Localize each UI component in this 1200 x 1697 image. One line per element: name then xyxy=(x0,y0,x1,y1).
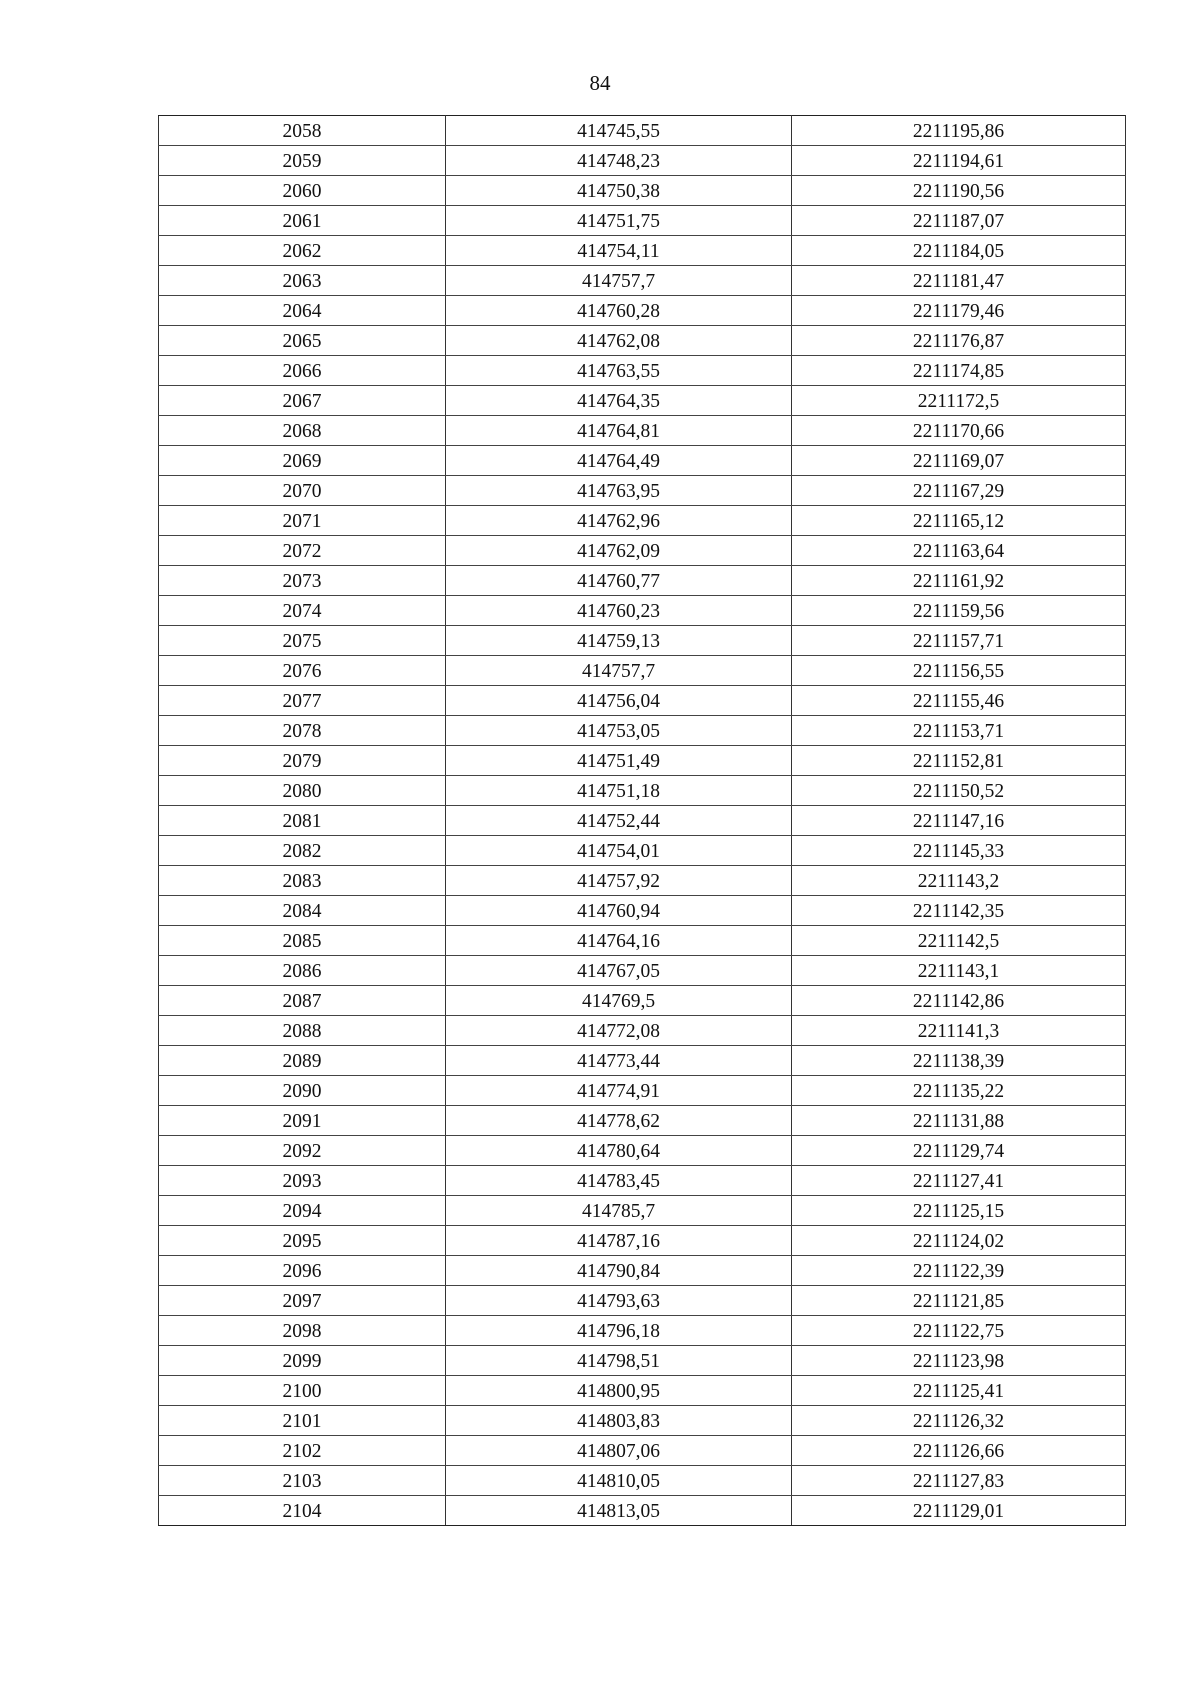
table-row xyxy=(159,1436,1126,1466)
point-number-cell: 2066 xyxy=(159,356,446,386)
x-coordinate-cell: 414750,38 xyxy=(446,176,792,206)
table-row xyxy=(159,776,1126,806)
point-number-cell: 2078 xyxy=(159,716,446,746)
y-coordinate-cell: 2211169,07 xyxy=(792,446,1126,476)
x-coordinate-cell: 414760,23 xyxy=(446,596,792,626)
y-coordinate-cell: 2211126,32 xyxy=(792,1406,1126,1436)
point-number-cell: 2062 xyxy=(159,236,446,266)
point-number-cell: 2081 xyxy=(159,806,446,836)
point-number-cell: 2082 xyxy=(159,836,446,866)
table-row xyxy=(159,1196,1126,1226)
point-number-cell: 2069 xyxy=(159,446,446,476)
table-row xyxy=(159,146,1126,176)
x-coordinate-cell: 414773,44 xyxy=(446,1046,792,1076)
point-number-cell: 2088 xyxy=(159,1016,446,1046)
x-coordinate-cell: 414764,35 xyxy=(446,386,792,416)
point-number-cell: 2058 xyxy=(159,116,446,146)
x-coordinate-cell: 414754,11 xyxy=(446,236,792,266)
y-coordinate-cell: 2211172,5 xyxy=(792,386,1126,416)
point-number-cell: 2080 xyxy=(159,776,446,806)
point-number-cell: 2104 xyxy=(159,1496,446,1526)
x-coordinate-cell: 414748,23 xyxy=(446,146,792,176)
x-coordinate-cell: 414772,08 xyxy=(446,1016,792,1046)
point-number-cell: 2059 xyxy=(159,146,446,176)
table-row xyxy=(159,326,1126,356)
table-row xyxy=(159,116,1126,146)
table-row xyxy=(159,266,1126,296)
x-coordinate-cell: 414762,96 xyxy=(446,506,792,536)
table-row xyxy=(159,1346,1126,1376)
y-coordinate-cell: 2211152,81 xyxy=(792,746,1126,776)
point-number-cell: 2079 xyxy=(159,746,446,776)
table-row xyxy=(159,476,1126,506)
table-row xyxy=(159,1016,1126,1046)
table-row xyxy=(159,506,1126,536)
table-row xyxy=(159,386,1126,416)
point-number-cell: 2097 xyxy=(159,1286,446,1316)
y-coordinate-cell: 2211157,71 xyxy=(792,626,1126,656)
point-number-cell: 2064 xyxy=(159,296,446,326)
table-row xyxy=(159,896,1126,926)
x-coordinate-cell: 414796,18 xyxy=(446,1316,792,1346)
point-number-cell: 2071 xyxy=(159,506,446,536)
y-coordinate-cell: 2211174,85 xyxy=(792,356,1126,386)
x-coordinate-cell: 414798,51 xyxy=(446,1346,792,1376)
table-row xyxy=(159,1106,1126,1136)
point-number-cell: 2090 xyxy=(159,1076,446,1106)
point-number-cell: 2099 xyxy=(159,1346,446,1376)
x-coordinate-cell: 414763,95 xyxy=(446,476,792,506)
y-coordinate-cell: 2211147,16 xyxy=(792,806,1126,836)
x-coordinate-cell: 414764,16 xyxy=(446,926,792,956)
point-number-cell: 2094 xyxy=(159,1196,446,1226)
x-coordinate-cell: 414756,04 xyxy=(446,686,792,716)
point-number-cell: 2077 xyxy=(159,686,446,716)
y-coordinate-cell: 2211135,22 xyxy=(792,1076,1126,1106)
point-number-cell: 2096 xyxy=(159,1256,446,1286)
table-row xyxy=(159,686,1126,716)
y-coordinate-cell: 2211153,71 xyxy=(792,716,1126,746)
table-row xyxy=(159,746,1126,776)
point-number-cell: 2060 xyxy=(159,176,446,206)
x-coordinate-cell: 414757,92 xyxy=(446,866,792,896)
y-coordinate-cell: 2211143,1 xyxy=(792,956,1126,986)
x-coordinate-cell: 414778,62 xyxy=(446,1106,792,1136)
table-row xyxy=(159,566,1126,596)
table-row xyxy=(159,536,1126,566)
x-coordinate-cell: 414760,77 xyxy=(446,566,792,596)
y-coordinate-cell: 2211141,3 xyxy=(792,1016,1126,1046)
y-coordinate-cell: 2211165,12 xyxy=(792,506,1126,536)
point-number-cell: 2083 xyxy=(159,866,446,896)
table-row xyxy=(159,1466,1126,1496)
y-coordinate-cell: 2211181,47 xyxy=(792,266,1126,296)
point-number-cell: 2087 xyxy=(159,986,446,1016)
y-coordinate-cell: 2211131,88 xyxy=(792,1106,1126,1136)
y-coordinate-cell: 2211190,56 xyxy=(792,176,1126,206)
point-number-cell: 2072 xyxy=(159,536,446,566)
y-coordinate-cell: 2211127,83 xyxy=(792,1466,1126,1496)
point-number-cell: 2073 xyxy=(159,566,446,596)
y-coordinate-cell: 2211194,61 xyxy=(792,146,1126,176)
table-row xyxy=(159,956,1126,986)
x-coordinate-cell: 414764,81 xyxy=(446,416,792,446)
table-row xyxy=(159,356,1126,386)
point-number-cell: 2070 xyxy=(159,476,446,506)
x-coordinate-cell: 414757,7 xyxy=(446,656,792,686)
x-coordinate-cell: 414754,01 xyxy=(446,836,792,866)
point-number-cell: 2092 xyxy=(159,1136,446,1166)
table-row xyxy=(159,986,1126,1016)
point-number-cell: 2103 xyxy=(159,1466,446,1496)
x-coordinate-cell: 414762,08 xyxy=(446,326,792,356)
table-row xyxy=(159,836,1126,866)
table-row xyxy=(159,866,1126,896)
table-row xyxy=(159,716,1126,746)
table-row xyxy=(159,1256,1126,1286)
point-number-cell: 2065 xyxy=(159,326,446,356)
point-number-cell: 2101 xyxy=(159,1406,446,1436)
point-number-cell: 2068 xyxy=(159,416,446,446)
table-row xyxy=(159,656,1126,686)
point-number-cell: 2093 xyxy=(159,1166,446,1196)
y-coordinate-cell: 2211125,15 xyxy=(792,1196,1126,1226)
table-row xyxy=(159,806,1126,836)
table-row xyxy=(159,1136,1126,1166)
x-coordinate-cell: 414757,7 xyxy=(446,266,792,296)
y-coordinate-cell: 2211129,01 xyxy=(792,1496,1126,1526)
y-coordinate-cell: 2211179,46 xyxy=(792,296,1126,326)
x-coordinate-cell: 414745,55 xyxy=(446,116,792,146)
x-coordinate-cell: 414783,45 xyxy=(446,1166,792,1196)
y-coordinate-cell: 2211159,56 xyxy=(792,596,1126,626)
table-row xyxy=(159,626,1126,656)
point-number-cell: 2063 xyxy=(159,266,446,296)
table-row xyxy=(159,1226,1126,1256)
y-coordinate-cell: 2211150,52 xyxy=(792,776,1126,806)
y-coordinate-cell: 2211142,86 xyxy=(792,986,1126,1016)
point-number-cell: 2100 xyxy=(159,1376,446,1406)
point-number-cell: 2086 xyxy=(159,956,446,986)
point-number-cell: 2067 xyxy=(159,386,446,416)
y-coordinate-cell: 2211127,41 xyxy=(792,1166,1126,1196)
y-coordinate-cell: 2211176,87 xyxy=(792,326,1126,356)
y-coordinate-cell: 2211142,35 xyxy=(792,896,1126,926)
x-coordinate-cell: 414767,05 xyxy=(446,956,792,986)
coordinates-table-body xyxy=(159,116,1126,1526)
y-coordinate-cell: 2211195,86 xyxy=(792,116,1126,146)
x-coordinate-cell: 414774,91 xyxy=(446,1076,792,1106)
x-coordinate-cell: 414803,83 xyxy=(446,1406,792,1436)
x-coordinate-cell: 414763,55 xyxy=(446,356,792,386)
x-coordinate-cell: 414752,44 xyxy=(446,806,792,836)
x-coordinate-cell: 414800,95 xyxy=(446,1376,792,1406)
table-row xyxy=(159,596,1126,626)
y-coordinate-cell: 2211138,39 xyxy=(792,1046,1126,1076)
table-row xyxy=(159,236,1126,266)
x-coordinate-cell: 414807,06 xyxy=(446,1436,792,1466)
x-coordinate-cell: 414760,94 xyxy=(446,896,792,926)
table-row xyxy=(159,1316,1126,1346)
point-number-cell: 2076 xyxy=(159,656,446,686)
table-row xyxy=(159,176,1126,206)
x-coordinate-cell: 414793,63 xyxy=(446,1286,792,1316)
y-coordinate-cell: 2211170,66 xyxy=(792,416,1126,446)
point-number-cell: 2075 xyxy=(159,626,446,656)
y-coordinate-cell: 2211124,02 xyxy=(792,1226,1126,1256)
y-coordinate-cell: 2211125,41 xyxy=(792,1376,1126,1406)
coordinates-table xyxy=(158,115,1126,1526)
point-number-cell: 2084 xyxy=(159,896,446,926)
y-coordinate-cell: 2211155,46 xyxy=(792,686,1126,716)
x-coordinate-cell: 414762,09 xyxy=(446,536,792,566)
y-coordinate-cell: 2211121,85 xyxy=(792,1286,1126,1316)
x-coordinate-cell: 414760,28 xyxy=(446,296,792,326)
x-coordinate-cell: 414790,84 xyxy=(446,1256,792,1286)
x-coordinate-cell: 414753,05 xyxy=(446,716,792,746)
x-coordinate-cell: 414787,16 xyxy=(446,1226,792,1256)
point-number-cell: 2074 xyxy=(159,596,446,626)
y-coordinate-cell: 2211161,92 xyxy=(792,566,1126,596)
point-number-cell: 2085 xyxy=(159,926,446,956)
table-row xyxy=(159,296,1126,326)
y-coordinate-cell: 2211156,55 xyxy=(792,656,1126,686)
point-number-cell: 2091 xyxy=(159,1106,446,1136)
y-coordinate-cell: 2211123,98 xyxy=(792,1346,1126,1376)
table-row xyxy=(159,926,1126,956)
point-number-cell: 2098 xyxy=(159,1316,446,1346)
table-row xyxy=(159,1286,1126,1316)
x-coordinate-cell: 414751,75 xyxy=(446,206,792,236)
table-row xyxy=(159,1496,1126,1526)
y-coordinate-cell: 2211184,05 xyxy=(792,236,1126,266)
table-row xyxy=(159,1406,1126,1436)
table-row xyxy=(159,1376,1126,1406)
x-coordinate-cell: 414769,5 xyxy=(446,986,792,1016)
x-coordinate-cell: 414759,13 xyxy=(446,626,792,656)
x-coordinate-cell: 414785,7 xyxy=(446,1196,792,1226)
x-coordinate-cell: 414764,49 xyxy=(446,446,792,476)
point-number-cell: 2095 xyxy=(159,1226,446,1256)
y-coordinate-cell: 2211129,74 xyxy=(792,1136,1126,1166)
x-coordinate-cell: 414813,05 xyxy=(446,1496,792,1526)
table-row xyxy=(159,1076,1126,1106)
y-coordinate-cell: 2211122,39 xyxy=(792,1256,1126,1286)
table-row xyxy=(159,1046,1126,1076)
x-coordinate-cell: 414751,18 xyxy=(446,776,792,806)
table-row xyxy=(159,416,1126,446)
y-coordinate-cell: 2211167,29 xyxy=(792,476,1126,506)
table-row xyxy=(159,1166,1126,1196)
y-coordinate-cell: 2211142,5 xyxy=(792,926,1126,956)
point-number-cell: 2102 xyxy=(159,1436,446,1466)
x-coordinate-cell: 414751,49 xyxy=(446,746,792,776)
point-number-cell: 2061 xyxy=(159,206,446,236)
y-coordinate-cell: 2211143,2 xyxy=(792,866,1126,896)
table-row xyxy=(159,206,1126,236)
page-number: 84 xyxy=(589,71,611,95)
x-coordinate-cell: 414780,64 xyxy=(446,1136,792,1166)
table-row xyxy=(159,446,1126,476)
y-coordinate-cell: 2211163,64 xyxy=(792,536,1126,566)
y-coordinate-cell: 2211145,33 xyxy=(792,836,1126,866)
x-coordinate-cell: 414810,05 xyxy=(446,1466,792,1496)
y-coordinate-cell: 2211187,07 xyxy=(792,206,1126,236)
y-coordinate-cell: 2211126,66 xyxy=(792,1436,1126,1466)
y-coordinate-cell: 2211122,75 xyxy=(792,1316,1126,1346)
point-number-cell: 2089 xyxy=(159,1046,446,1076)
